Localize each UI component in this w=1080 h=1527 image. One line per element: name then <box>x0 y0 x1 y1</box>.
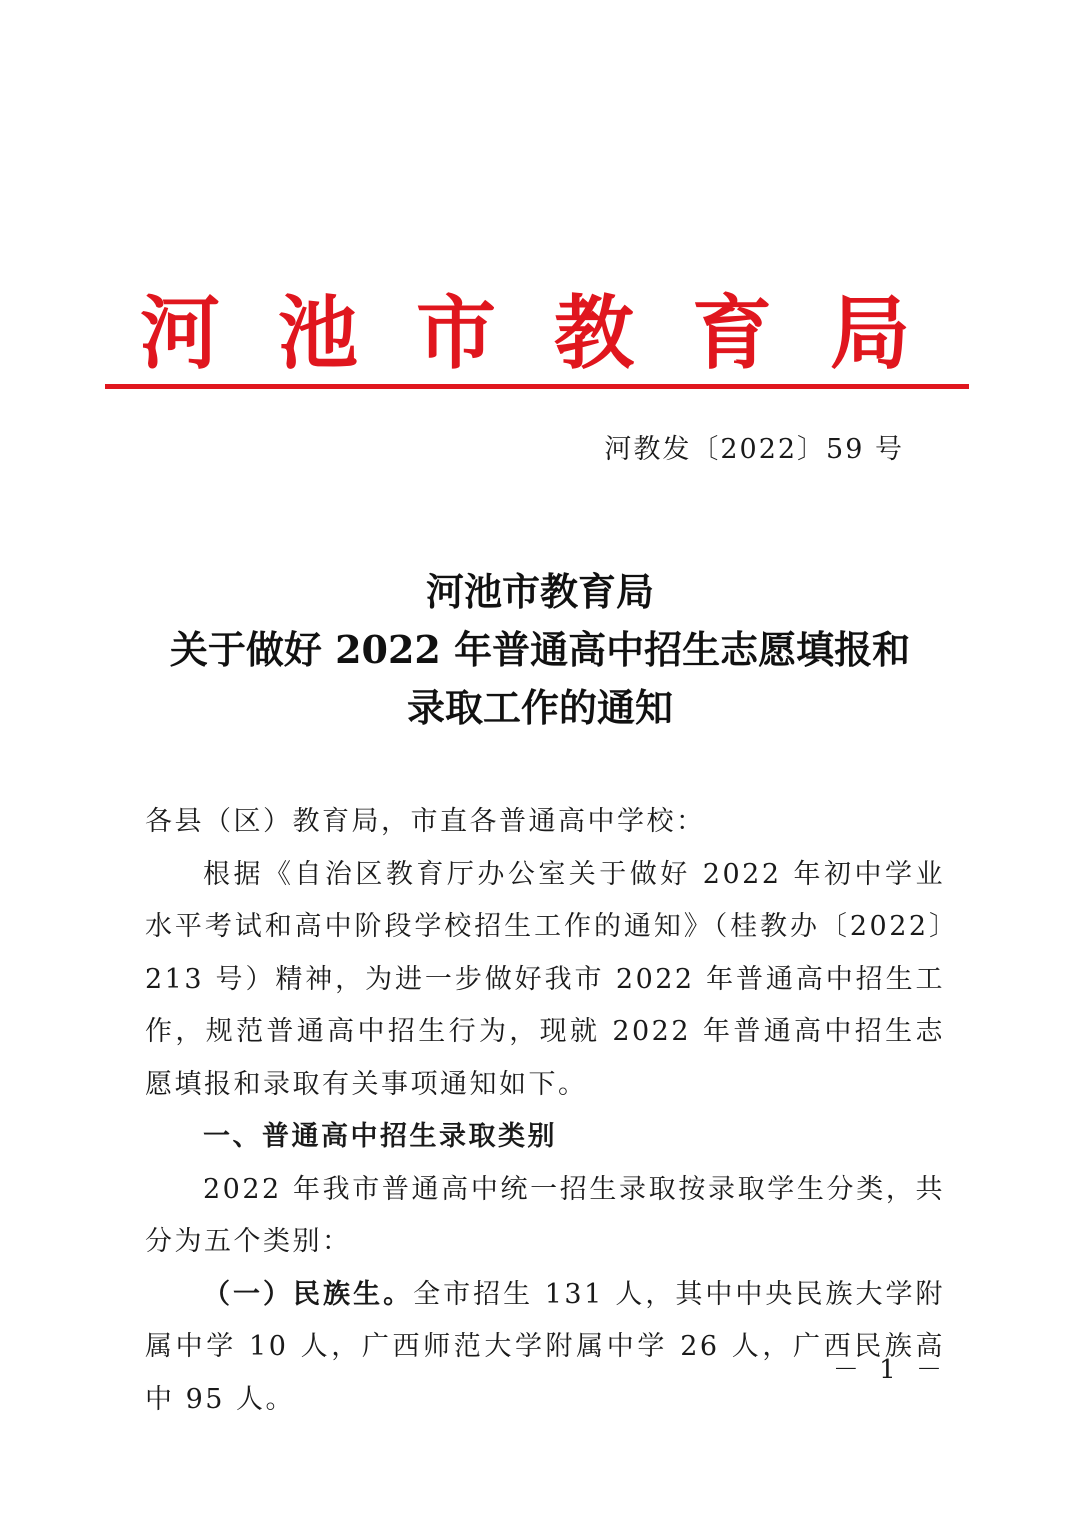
header-red-rule <box>105 384 969 389</box>
title-line-2: 关于做好 2022 年普通高中招生志愿填报和 <box>169 627 911 672</box>
title-line-1: 河池市教育局 <box>425 569 654 614</box>
document-title <box>0 563 1080 737</box>
issuer-header: 河池市教育局 <box>140 286 968 380</box>
item-paragraph <box>145 1269 945 1427</box>
section-heading: 一、普通高中招生录取类别 <box>203 1121 557 1152</box>
document-body <box>145 796 945 1426</box>
item-text: 全市招生 131 人，其中中央民族大学附属中学 10 人，广西师范大学附属中学 26 人，广西民族高中 95 人。 <box>145 1278 945 1415</box>
intro-paragraph: 根据《自治区教育厅办公室关于做好 2022 年初中学业水平考试和高中阶段学校招生工作的通知》（桂教办〔2022〕213 号）精神，为进一步做好我市 2022 年普通高中招生工作，规范普通高中招生行为，现就 2022 年普通高中招生志愿填报和录取有关事项通知如下。 <box>145 858 945 1100</box>
section-paragraph: 2022 年我市普通高中统一招生录取按录取学生分类，共分为五个类别： <box>145 1173 945 1257</box>
page-number: － 1 － <box>832 1355 948 1385</box>
title-line-3: 录取工作的通知 <box>406 685 673 730</box>
document-number: 河教发〔2022〕59 号 <box>604 434 904 465</box>
salutation: 各县（区）教育局，市直各普通高中学校： <box>145 806 706 837</box>
item-label: （一）民族生。 <box>203 1278 414 1310</box>
